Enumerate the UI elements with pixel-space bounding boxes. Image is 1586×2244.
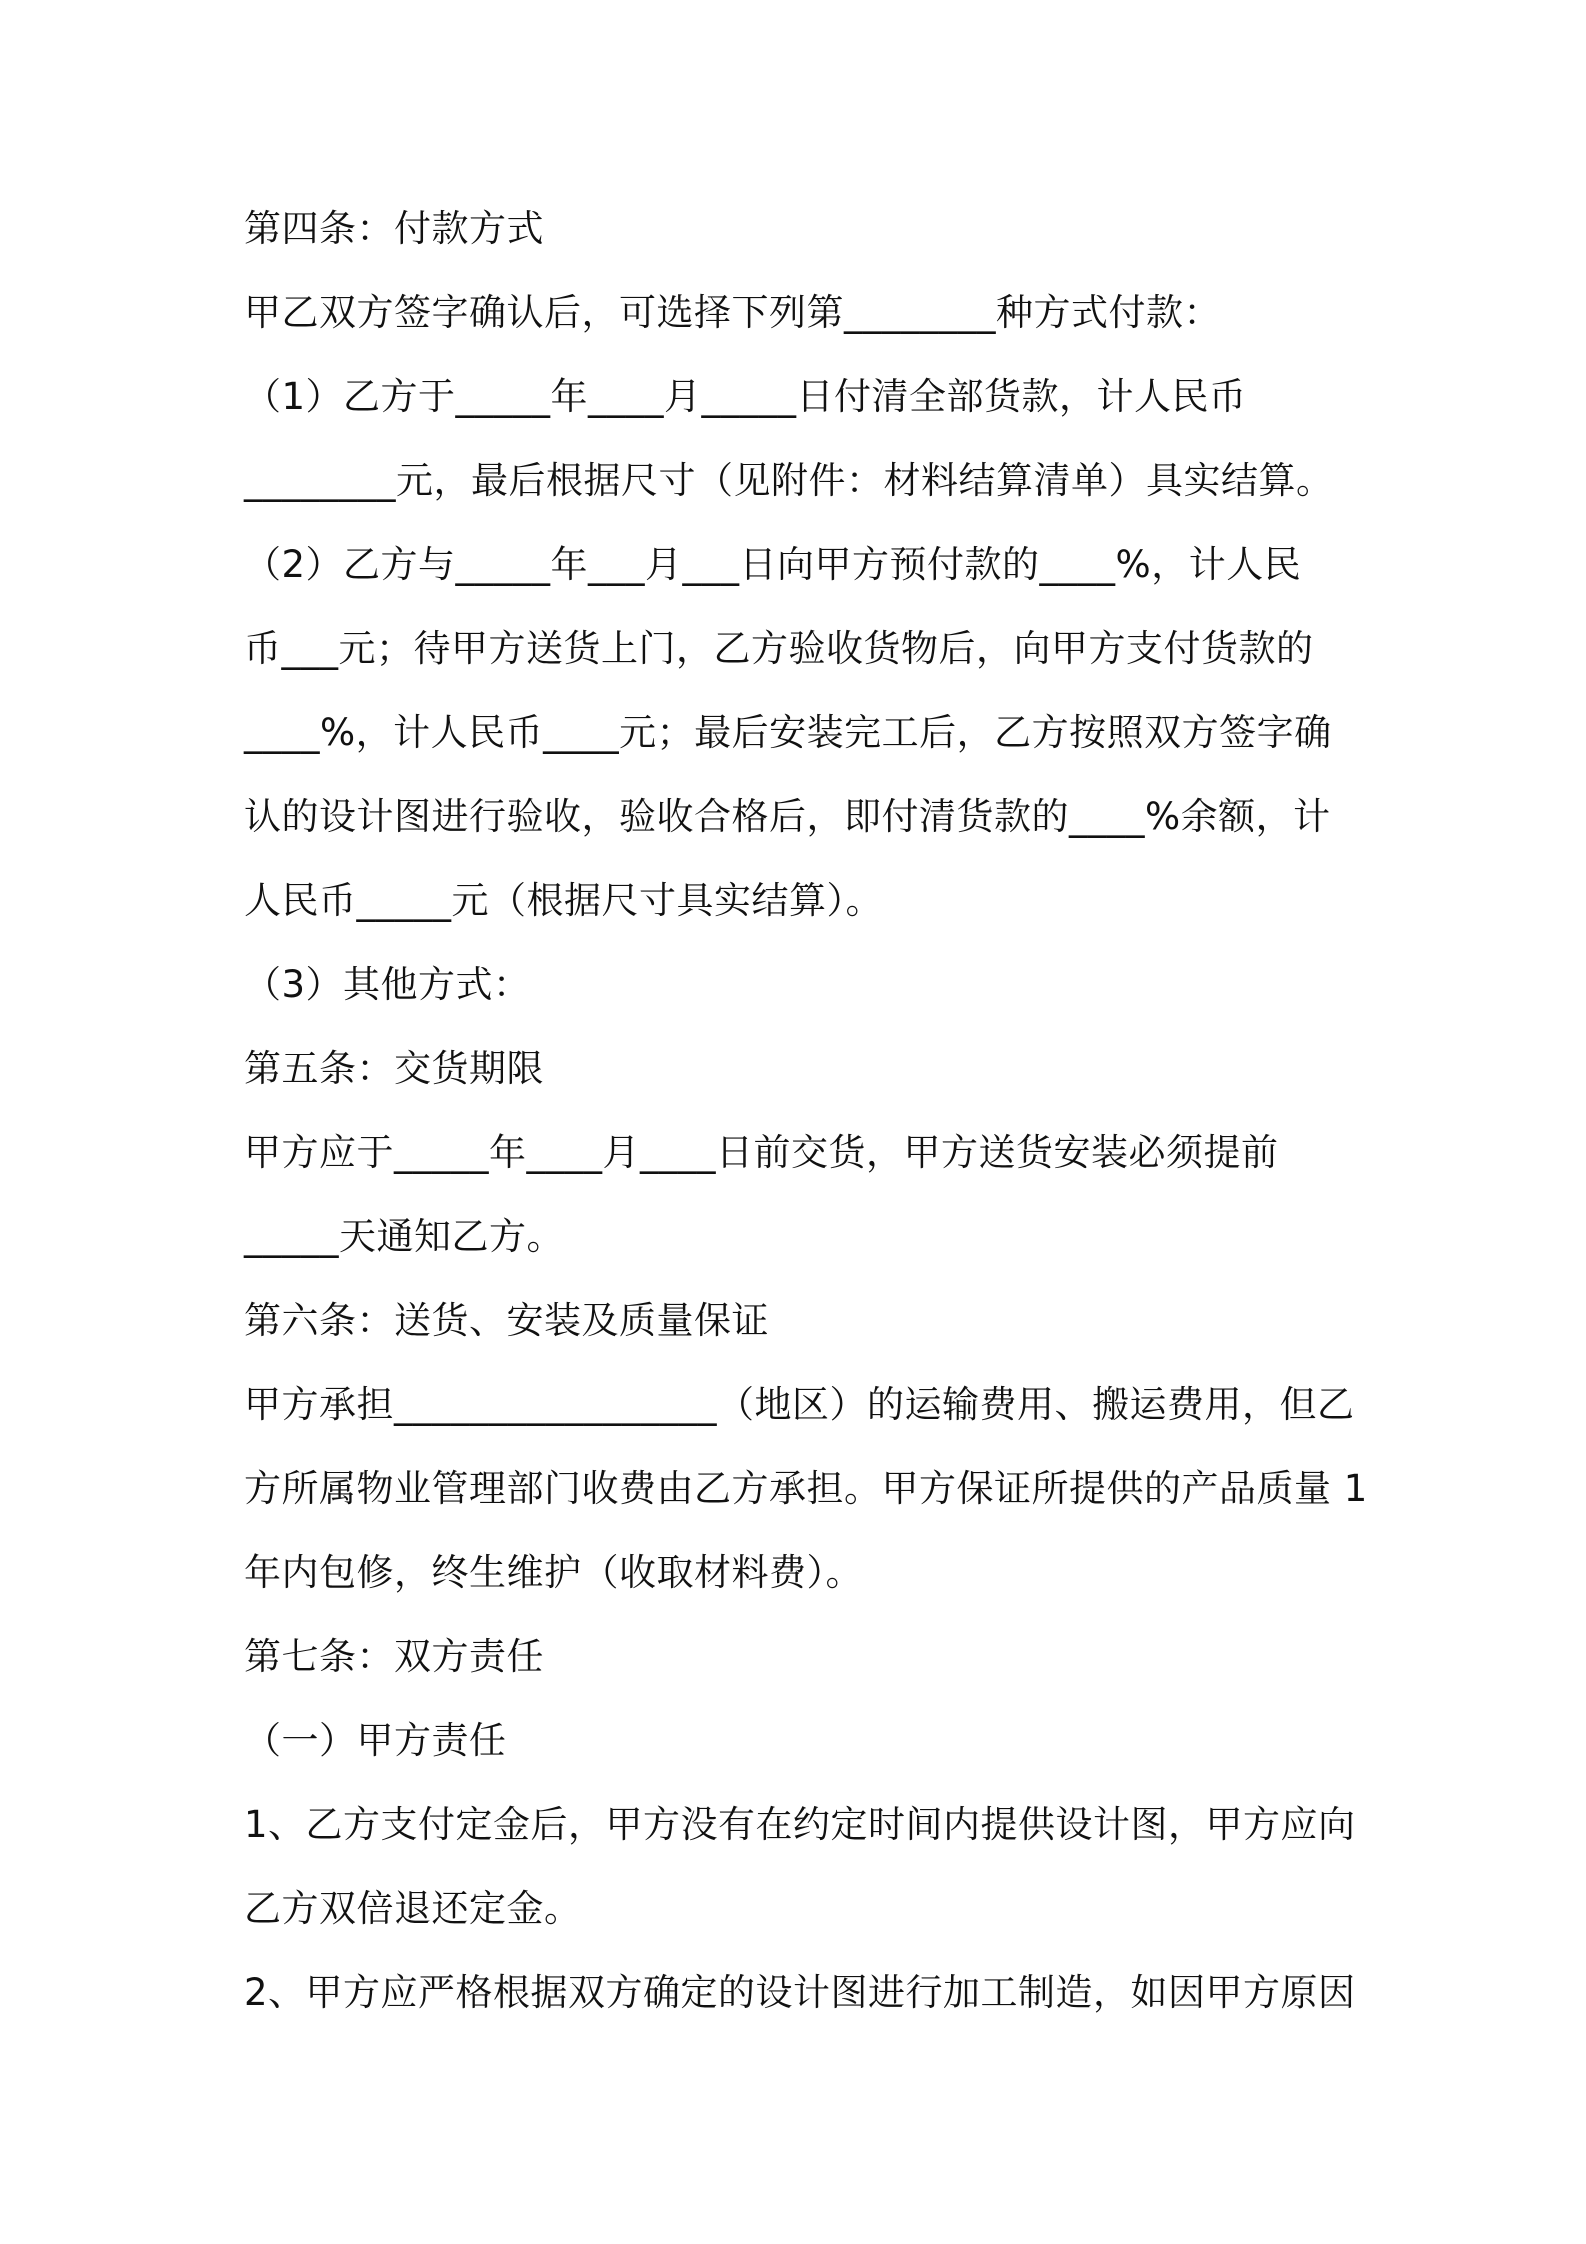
article-5-heading: 第五条：交货期限 (244, 1047, 544, 1090)
payment-option-2-line-1: （2）乙方与_____年___月___日向甲方预付款的____%，计人民 (244, 543, 1302, 586)
delivery-text-line-2: _____天通知乙方。 (244, 1215, 564, 1258)
payment-option-2-line-4: 认的设计图进行验收，验收合格后，即付清货款的____%余额，计 (244, 795, 1331, 838)
article-4-heading: 第四条：付款方式 (244, 207, 544, 250)
warranty-text-line-3: 年内包修，终生维护（收取材料费）。 (244, 1551, 863, 1594)
warranty-text-line-1: 甲方承担_________________（地区）的运输费用、搬运费用，但乙 (244, 1383, 1355, 1426)
payment-option-1-line-2: ________元，最后根据尺寸（见附件：材料结算清单）具实结算。 (244, 459, 1334, 502)
article-7-heading: 第七条：双方责任 (244, 1635, 544, 1678)
party-a-responsibility-heading: （一）甲方责任 (244, 1719, 507, 1762)
payment-option-2-line-3: ____%，计人民币____元；最后安装完工后，乙方按照双方签字确 (244, 711, 1332, 754)
payment-option-2-line-5: 人民币_____元（根据尺寸具实结算）。 (244, 879, 883, 922)
warranty-text-line-2: 方所属物业管理部门收费由乙方承担。甲方保证所提供的产品质量 1 (244, 1467, 1368, 1510)
payment-choice-text: 甲乙双方签字确认后，可选择下列第________种方式付款： (244, 291, 1221, 334)
article-6-heading: 第六条：送货、安装及质量保证 (244, 1299, 769, 1342)
delivery-text-line-1: 甲方应于_____年____月____日前交货，甲方送货安装必须提前 (244, 1131, 1279, 1174)
payment-option-1-line-1: （1）乙方于_____年____月_____日付清全部货款，计人民币 (244, 375, 1247, 418)
responsibility-1-line-2: 乙方双倍退还定金。 (244, 1887, 582, 1930)
responsibility-2-line-1: 2、甲方应严格根据双方确定的设计图进行加工制造，如因甲方原因 (244, 1971, 1356, 2014)
payment-option-3: （3）其他方式： (244, 963, 531, 1006)
responsibility-1-line-1: 1、乙方支付定金后，甲方没有在约定时间内提供设计图，甲方应向 (244, 1803, 1356, 1846)
payment-option-2-line-2: 币___元；待甲方送货上门，乙方验收货物后，向甲方支付货款的 (244, 627, 1314, 670)
